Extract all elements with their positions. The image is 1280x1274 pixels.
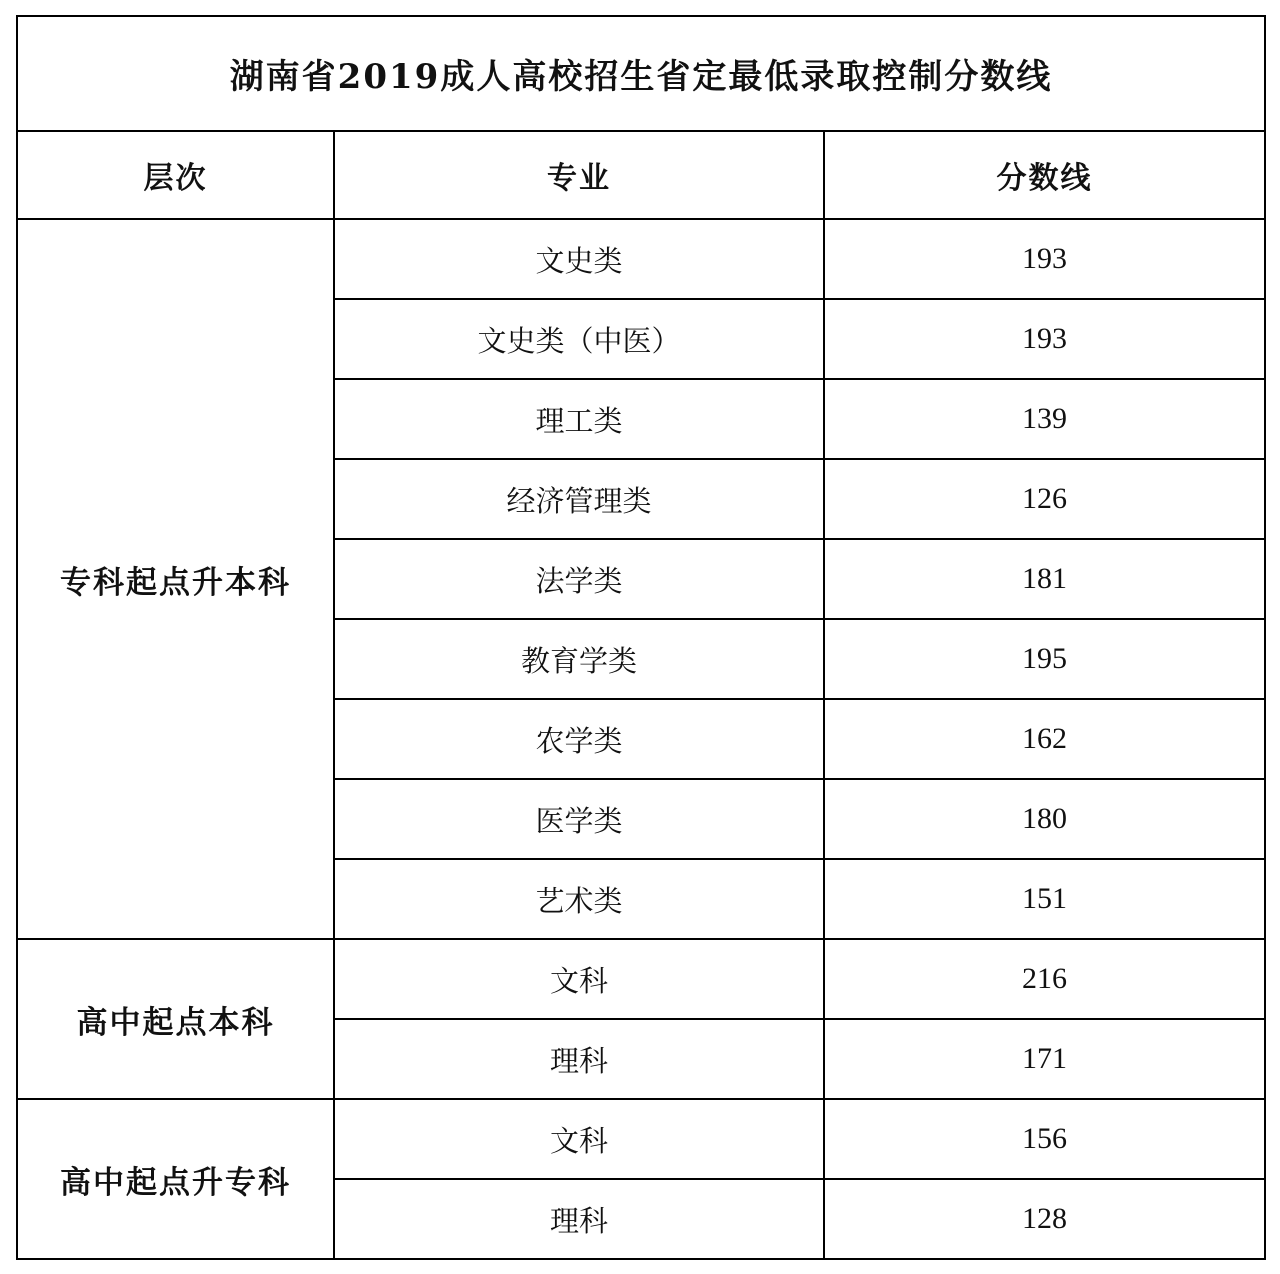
score-table-container [16,15,1264,1258]
score-cell: 162 [824,699,1265,779]
major-cell: 理科 [334,1019,824,1099]
column-header-level: 层次 [17,131,334,219]
score-cell: 181 [824,539,1265,619]
major-cell: 理工类 [334,379,824,459]
table-row [17,219,1265,299]
major-cell: 法学类 [334,539,824,619]
level-cell: 高中起点升专科 [17,1099,334,1259]
table-row [17,939,1265,1019]
major-cell: 教育学类 [334,619,824,699]
score-cell: 128 [824,1179,1265,1259]
major-cell: 经济管理类 [334,459,824,539]
score-cell: 139 [824,379,1265,459]
major-cell: 农学类 [334,699,824,779]
score-cell: 156 [824,1099,1265,1179]
table-body [17,219,1265,1259]
score-cell: 195 [824,619,1265,699]
score-cell: 151 [824,859,1265,939]
score-table [16,15,1266,1260]
major-cell: 理科 [334,1179,824,1259]
column-header-major: 专业 [334,131,824,219]
level-cell: 高中起点本科 [17,939,334,1099]
table-title: 湖南省2019成人高校招生省定最低录取控制分数线 [17,16,1265,131]
score-cell: 126 [824,459,1265,539]
score-cell: 180 [824,779,1265,859]
major-cell: 文史类（中医） [334,299,824,379]
level-cell: 专科起点升本科 [17,219,334,939]
table-row [17,1099,1265,1179]
major-cell: 文科 [334,939,824,1019]
major-cell: 医学类 [334,779,824,859]
column-header-score: 分数线 [824,131,1265,219]
score-cell: 193 [824,219,1265,299]
score-cell: 171 [824,1019,1265,1099]
major-cell: 艺术类 [334,859,824,939]
title-row [17,16,1265,131]
major-cell: 文史类 [334,219,824,299]
header-row [17,131,1265,219]
score-cell: 216 [824,939,1265,1019]
score-cell: 193 [824,299,1265,379]
major-cell: 文科 [334,1099,824,1179]
